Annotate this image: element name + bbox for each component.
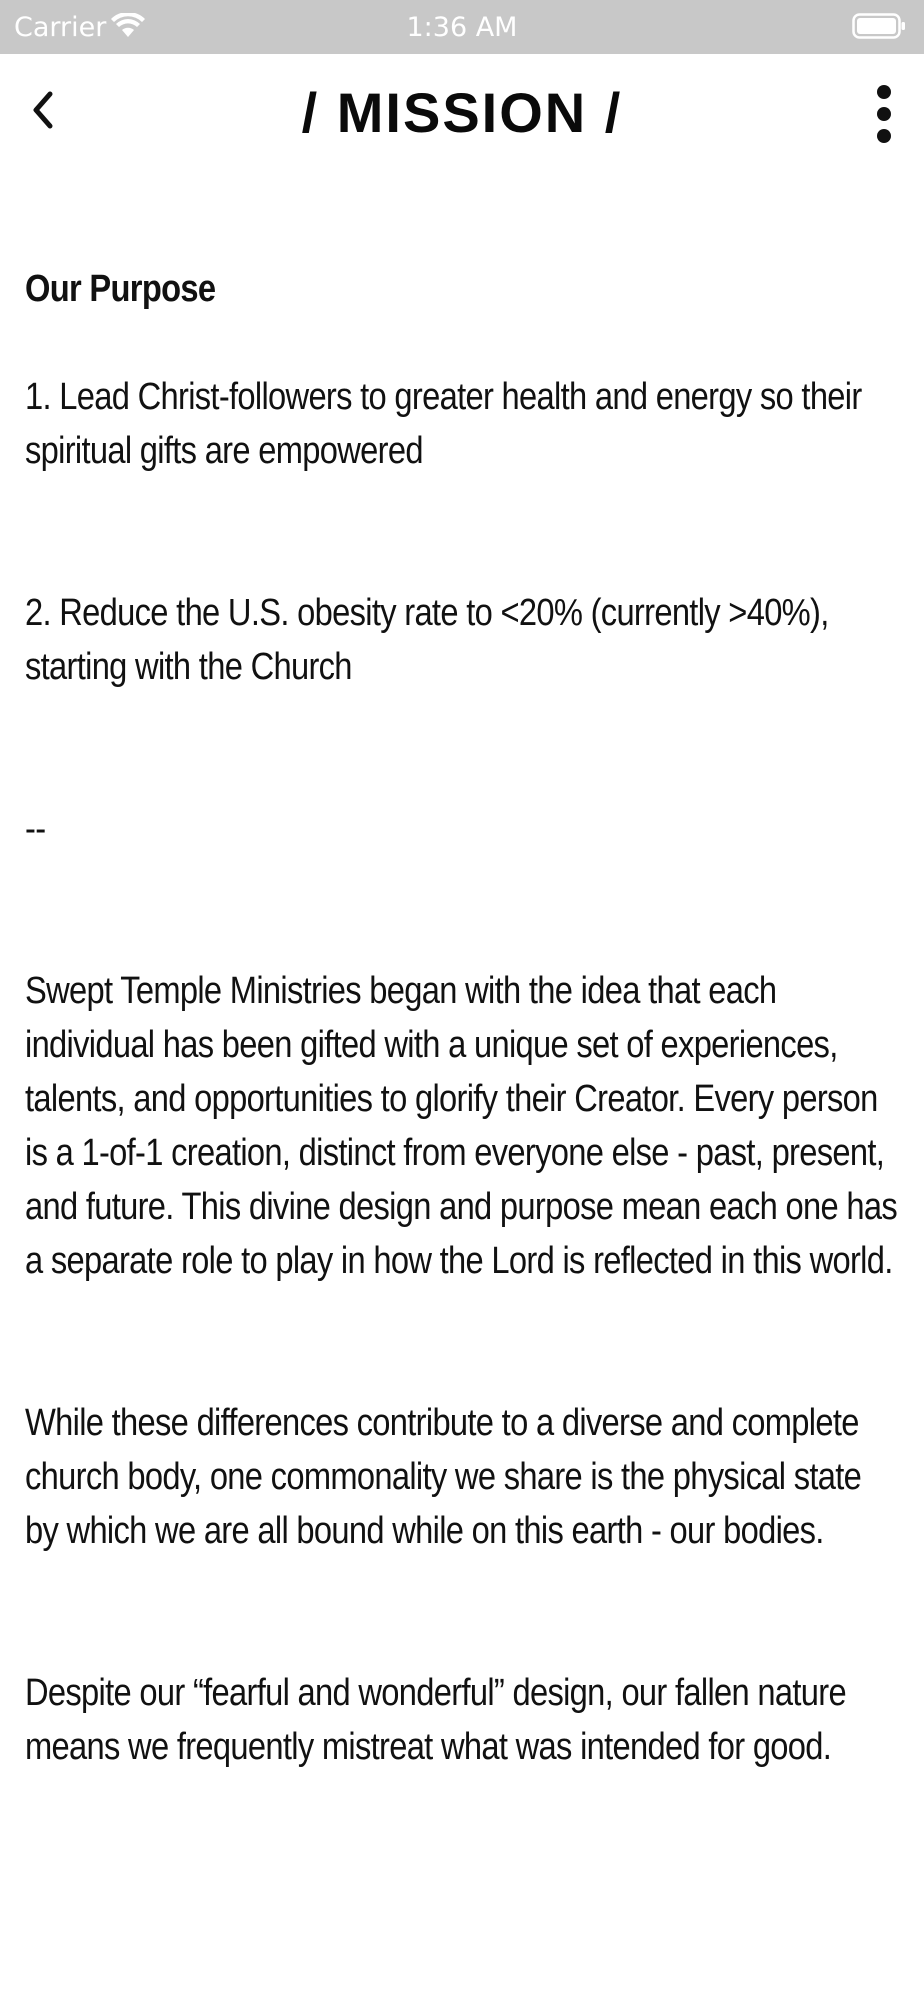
separator-text: -- [25, 808, 46, 850]
body-paragraph-3: Despite our “fearful and wonderful” design, our fallen nature means we frequently mistreat what was intended for good. [25, 1672, 846, 1768]
navigation-bar [0, 54, 924, 174]
mission-content [25, 262, 902, 1774]
spacer [25, 694, 902, 802]
battery-icon [852, 13, 906, 39]
more-options-button[interactable] [866, 84, 902, 144]
spacer [25, 478, 902, 586]
body-paragraph-2: While these differences contribute to a diverse and complete church body, one commonality we share is the physical state by which we are all bound while on this earth - our bodies. [25, 1402, 862, 1552]
vertical-dots-icon [866, 84, 902, 144]
body-paragraph-1: Swept Temple Ministries began with the idea that each individual has been gifted with a unique set of experiences, talents, and opportunities to glorify their Creator. Every person is a 1-of-1 creation, distinct from everyone else - past, present, and future. This divine design and purpose mean each one has a separate role to play in how the Lord is reflected in this world. [25, 970, 897, 1282]
spacer [25, 1288, 902, 1396]
purpose-item-1: 1. Lead Christ-followers to greater health and energy so their spiritual gifts are empowered [25, 376, 862, 472]
carrier-label: Carrier [14, 12, 107, 43]
page-title: / MISSION / [301, 81, 623, 144]
purpose-item-2: 2. Reduce the U.S. obesity rate to <20% (currently >40%), starting with the Church [25, 592, 829, 688]
section-heading: Our Purpose [25, 268, 216, 310]
spacer [25, 1558, 902, 1666]
spacer [25, 856, 902, 964]
status-time: 1:36 AM [406, 12, 518, 43]
status-bar [0, 0, 924, 54]
